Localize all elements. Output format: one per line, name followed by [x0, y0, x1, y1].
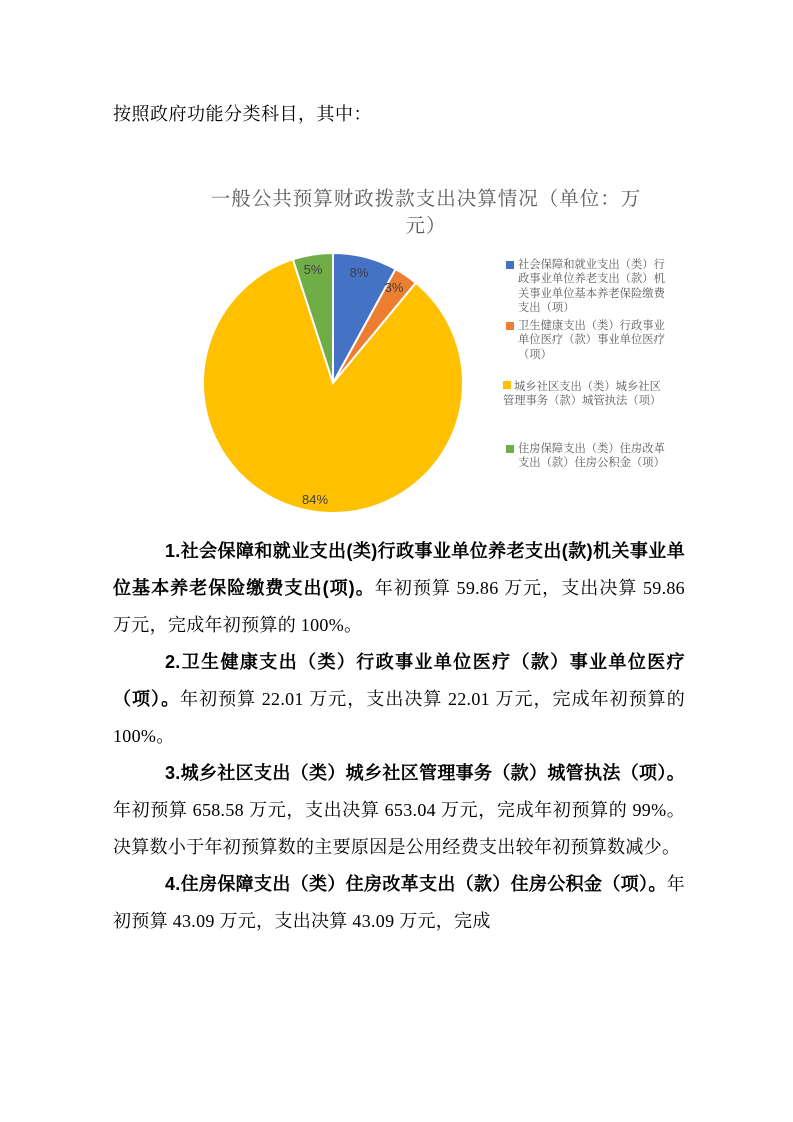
legend-item-community [503, 380, 663, 409]
paragraph-lead: 1.社会保障和就业支出(类)行政事业单位养老支出(款)机关事业单位基本养老保险缴费支出(项)。 [113, 541, 685, 598]
chart-title-line1: 一般公共预算财政拨款支出决算情况（单位：万 [210, 188, 642, 210]
pie-percent-label-social-security: 8% [349, 265, 369, 280]
paragraph-body: 年初预算 59.86 万元，支出决算 59.86 万元，完成年初预算的 100%。 [113, 578, 685, 635]
budget-paragraph-1 [113, 533, 685, 644]
paragraph-body: 年初预算 43.09 万元，支出决算 43.09 万元，完成 [113, 874, 685, 931]
paragraph-lead: 2.卫生健康支出（类）行政事业单位医疗（款）事业单位医疗（项）。 [113, 652, 685, 709]
legend-swatch-blue [506, 261, 514, 269]
budget-paragraph-2 [113, 644, 685, 755]
legend-swatch-green [506, 445, 514, 453]
budget-paragraph-3 [113, 755, 685, 866]
legend-swatch-yellow [503, 381, 511, 389]
legend-item-housing [506, 442, 666, 471]
legend-label: 城乡社区支出（类）城乡社区管理事务（款）城管执法（项） [503, 381, 662, 408]
body-text [113, 533, 685, 940]
chart-title-line2: 元） [405, 215, 447, 237]
pie-percent-label-housing: 5% [303, 262, 323, 277]
chart-title [166, 186, 686, 240]
paragraph-lead: 4.住房保障支出（类）住房改革支出（款）住房公积金（项）。 [165, 874, 667, 894]
intro-text: 按照政府功能分类科目，其中： [113, 104, 372, 124]
legend-label: 住房保障支出（类）住房改革支出（款）住房公积金（项） [518, 443, 665, 470]
legend-label: 社会保障和就业支出（类）行政事业单位养老支出（款）机关事业单位基本养老保险缴费支出（项） [518, 259, 665, 314]
paragraph-body: 年初预算 22.01 万元，支出决算 22.01 万元，完成年初预算的 100%。 [113, 689, 686, 746]
legend-swatch-orange [506, 322, 514, 330]
budget-paragraph-4 [113, 866, 685, 940]
pie-chart [198, 248, 468, 518]
paragraph-body: 年初预算 658.58 万元，支出决算 653.04 万元，完成年初预算的 99%。决算数小于年初预算数的主要原因是公用经费支出较年初预算数减少。 [113, 800, 685, 857]
legend-item-health [506, 319, 666, 362]
paragraph-lead: 3.城乡社区支出（类）城乡社区管理事务（款）城管执法（项）。 [165, 763, 685, 783]
legend-label: 卫生健康支出（类）行政事业单位医疗（款）事业单位医疗（项） [518, 320, 665, 361]
pie-percent-label-health: 3% [384, 280, 404, 295]
legend-item-social-security [506, 258, 666, 315]
pie-percent-label-community: 84% [301, 492, 329, 507]
